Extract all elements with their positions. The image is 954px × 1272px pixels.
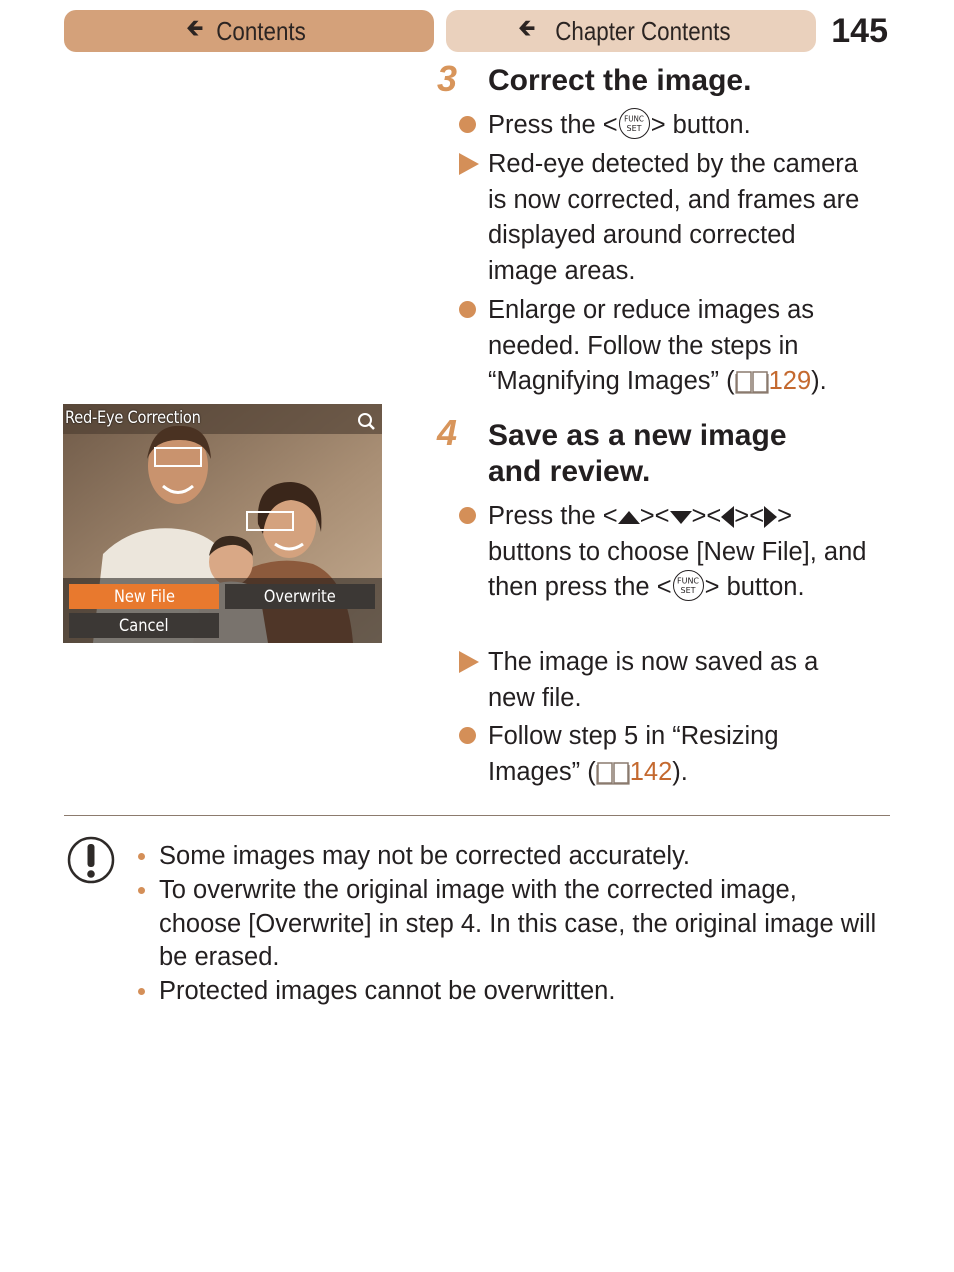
chapter-contents-label: Chapter Contents (555, 15, 731, 46)
svg-text:SET: SET (626, 124, 642, 133)
new-file-button[interactable]: New File (69, 584, 219, 609)
book-reference-icon (596, 759, 630, 785)
caution-note-3: Protected images cannot be overwritten. (159, 977, 616, 1005)
bullet-dot-icon (138, 988, 145, 995)
svg-text:FUNC: FUNC (676, 576, 699, 586)
svg-text:SET: SET (680, 586, 696, 595)
contents-label: Contents (215, 15, 306, 46)
step-3-item-3: Enlarge or reduce images as needed. Follow the steps in “Magnifying Images” ( 129). (488, 296, 827, 395)
step-4-item-2: The image is now saved as a new file. (488, 648, 819, 712)
up-arrow-icon (618, 511, 640, 524)
overwrite-button[interactable]: Overwrite (225, 584, 375, 609)
result-triangle-icon (459, 153, 479, 175)
camera-screen-image (63, 404, 382, 643)
step-4-item-1: Press the < >< >< >< > buttons to choose [New File], and then press the < FUNC SET > button. (488, 502, 867, 601)
bullet-dot-icon (459, 507, 476, 524)
step-number-4: 4 (437, 412, 458, 453)
step-number-3: 3 (437, 58, 458, 99)
svg-text:FUNC: FUNC (623, 114, 644, 124)
caution-note-1: Some images may not be corrected accurately. (159, 842, 691, 870)
chapter-contents-button[interactable] (446, 10, 816, 52)
page-reference-link[interactable]: 129 (768, 367, 812, 395)
section-divider (64, 815, 890, 816)
caution-icon (67, 836, 115, 884)
back-arrow-icon: 🡸 (518, 14, 536, 42)
caution-note-2: To overwrite the original image with the corrected image, choose [Overwrite] in step 4. In this case, the original image will be erased. (159, 876, 877, 971)
screen-title: Red-Eye Correction (65, 408, 201, 428)
bullet-dot-icon (138, 853, 145, 860)
back-arrow-icon: 🡸 (186, 14, 204, 42)
down-arrow-icon (670, 511, 692, 524)
right-arrow-icon (764, 506, 777, 528)
step-3-item-1: Press the < FUNC SET > button. (488, 108, 868, 144)
cancel-button[interactable]: Cancel (69, 613, 219, 638)
func-set-button-icon (619, 108, 650, 139)
result-triangle-icon (459, 651, 479, 673)
step-4-title: Save as a new image and review. (488, 419, 787, 488)
func-set-button-icon (673, 570, 704, 601)
bullet-dot-icon (459, 116, 476, 133)
step-4-item-3: Follow step 5 in “Resizing Images” ( 142). (488, 722, 779, 786)
bullet-dot-icon (459, 727, 476, 744)
contents-button[interactable] (64, 10, 434, 52)
bullet-dot-icon (459, 301, 476, 318)
left-arrow-icon (721, 506, 734, 528)
page-reference-link[interactable]: 142 (629, 757, 673, 786)
page-number: 145 (831, 12, 888, 50)
step-3-item-2: Red-eye detected by the camera is now corrected, and frames are displayed around corrected image areas. (488, 150, 860, 285)
book-reference-icon (735, 368, 769, 394)
bullet-dot-icon (138, 887, 145, 894)
step-3-title: Correct the image. (488, 64, 752, 97)
